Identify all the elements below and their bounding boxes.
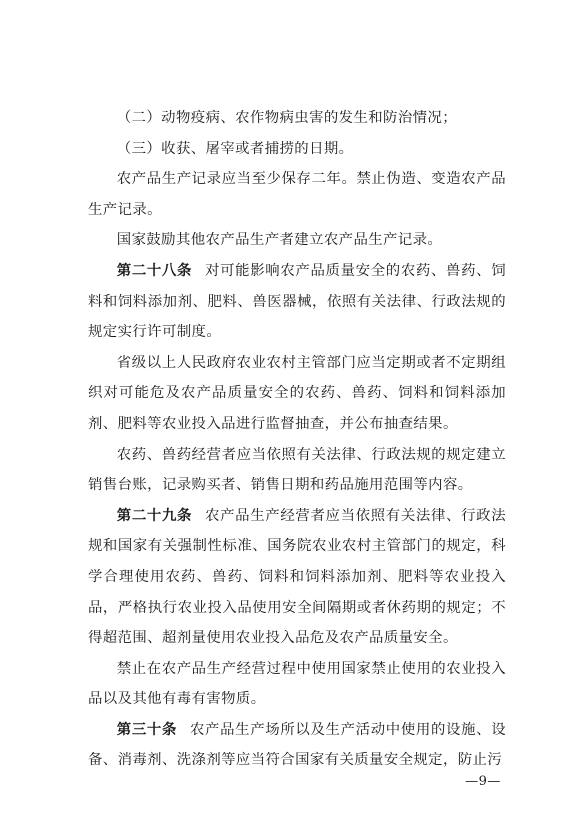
paragraph-inspection: [88, 348, 506, 440]
paragraph-text: 省级以上人民政府农业农村主管部门应当定期或者不定期组织对可能危及农产品质量安全的农药、兽药、饲料和饲料添加剂、肥料等农业投入品进行监督抽查，并公布抽查结果。: [88, 354, 506, 432]
article-28: [88, 256, 506, 348]
paragraph-sales-ledger: [88, 440, 506, 501]
article-heading: 第二十九条: [116, 507, 193, 524]
article-29: [88, 501, 506, 654]
paragraph-text: 对可能影响农产品质量安全的农药、兽药、饲料和饲料添加剂、肥料、兽医器械，依照有关法律、行政法规的规定实行许可制度。: [88, 262, 506, 341]
paragraph-encourage-records: [88, 225, 506, 256]
paragraph-text: （二）动物疫病、农作物病虫害的发生和防治情况；: [116, 110, 457, 126]
article-heading: 第三十条: [116, 721, 178, 738]
paragraph-text: 农药、兽药经营者应当依照有关法律、行政法规的规定建立销售台账，记录购买者、销售日期和药品施用范围等内容。: [88, 446, 506, 494]
article-30: [88, 715, 506, 776]
paragraph-record-keeping: [88, 164, 506, 225]
paragraph-prohibition: [88, 654, 506, 715]
paragraph-text: 禁止在农产品生产经营过程中使用国家禁止使用的农业投入品以及其他有毒有害物质。: [88, 660, 506, 708]
paragraph-text: 农产品生产场所以及生产活动中使用的设施、设备、消毒剂、洗涤剂等应当符合国家有关质量安全规定，防止污: [88, 721, 506, 769]
paragraph-text: 农产品生产经营者应当依照有关法律、行政法规和国家有关强制性标准、国务院农业农村主管部门的规定，科学合理使用农药、兽药、饲料和饲料添加剂、肥料等农业投入品，严格执行农业投入品使用安全间隔期或者休药期的规定；不得超范围、超剂量使用农业投入品危及农产品质量安全。: [88, 507, 506, 647]
document-body: [88, 103, 506, 776]
paragraph-text: （三）收获、屠宰或者捕捞的日期。: [116, 140, 354, 157]
paragraph-item-3: [88, 134, 506, 165]
paragraph-text: 农产品生产记录应当至少保存二年。禁止伪造、变造农产品生产记录。: [88, 171, 506, 218]
article-heading: 第二十八条: [116, 262, 193, 279]
page-number: —9—: [465, 774, 501, 789]
paragraph-item-2: [88, 103, 506, 134]
paragraph-text: 国家鼓励其他农产品生产者建立农产品生产记录。: [116, 232, 443, 249]
